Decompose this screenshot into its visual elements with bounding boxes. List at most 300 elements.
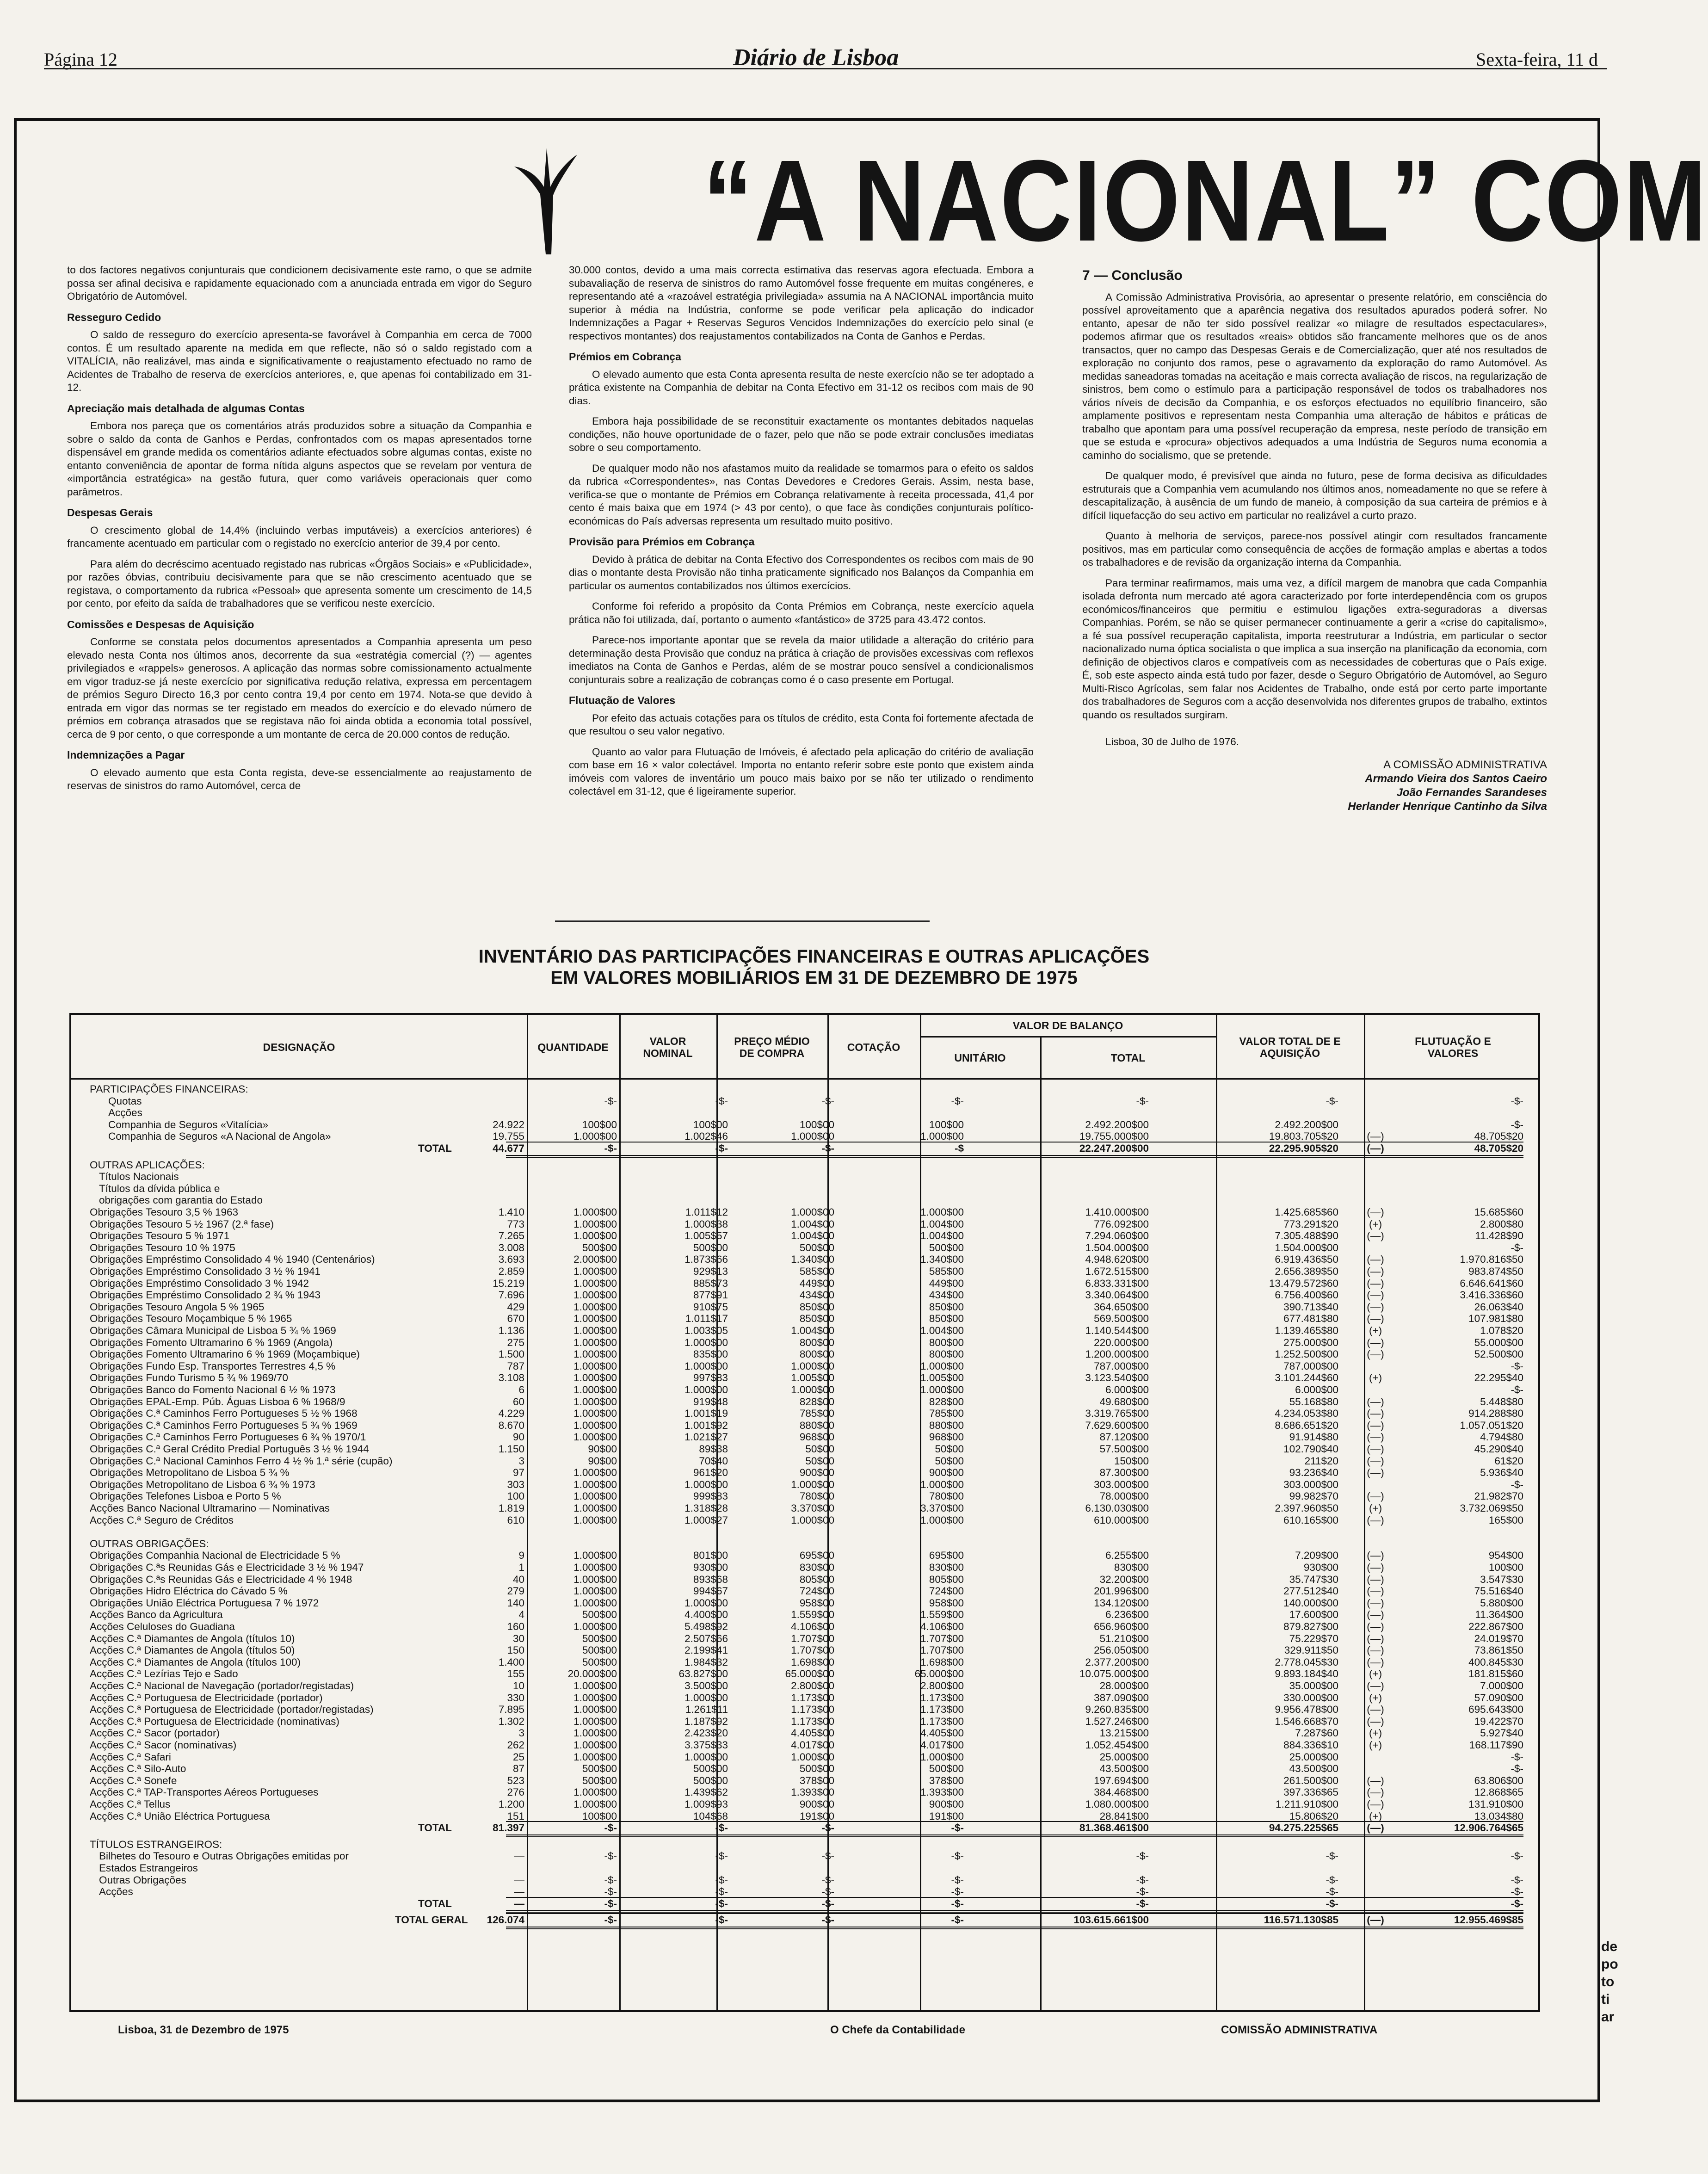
cell-average-price: 1.005$57 [684,1230,728,1242]
row-designation: Acções C.ª Portuguesa de Electricidade (nominativas) [90,1715,339,1727]
cell-average-price: 1.984$32 [684,1656,728,1668]
cell-average-price: 1.873$66 [684,1254,728,1266]
paragraph: O crescimento global de 14,4% (incluindo verbas imputáveis) a exercícios anteriores) é francamente acentuado em particular com o registado no exercício anterior de 39,4 por cento. [67,524,532,549]
row-designation: Títulos Nacionais [99,1171,179,1183]
cell-total-value: 303.000$00 [1094,1478,1149,1490]
cell-quotation: 191$00 [799,1810,834,1822]
cell-quantity: 6 [518,1384,524,1396]
cell-unit-value: -$- [951,1914,964,1926]
cell-acquisition-value: 6.000$00 [1295,1384,1338,1396]
cell-quantity: 97 [512,1467,524,1479]
cell-acquisition-value: 1.504.000$00 [1275,1241,1338,1254]
cell-total-value: 87.300$00 [1099,1467,1149,1479]
cell-total-value: 776.092$00 [1094,1218,1149,1230]
cell-quantity: 1.400 [498,1656,524,1668]
cell-variation-value: 5.448$80 [1480,1396,1523,1408]
cell-acquisition-value: 390.713$40 [1283,1301,1338,1313]
table-row [71,1704,1538,1716]
cell-variation-sign: (—) [1367,1680,1384,1692]
signature-label: A COMISSÃO ADMINISTRATIVA [1383,758,1547,771]
cell-variation-sign: (+) [1369,1739,1382,1751]
table-row [71,1633,1538,1645]
table-row [71,1621,1538,1633]
table-row [71,1514,1538,1526]
cell-nominal-value: 1.000$00 [573,1325,617,1336]
row-designation: Acções C.ª Silo-Auto [90,1763,186,1775]
table-section-row [71,1159,1538,1171]
cell-unit-value: 968$00 [929,1431,964,1443]
signature-name-2: João Fernandes Sarandeses [1396,786,1547,799]
article-column-1 [67,264,532,907]
cell-nominal-value: 1.000$00 [573,1478,617,1490]
header-cotacao: COTAÇÃO [847,1041,900,1053]
subtotal-rule [506,1910,1523,1911]
row-designation: Obrigações Empréstimo Consolidado 3 ½ % 1941 [90,1266,321,1277]
cell-quantity: 1.200 [498,1798,524,1810]
cell-quantity: 126.074 [487,1914,524,1926]
cell-total-value: 25.000$00 [1099,1751,1149,1763]
row-designation: Obrigações Tesouro Moçambique 5 % 1965 [90,1313,292,1325]
cell-variation-value: -$- [1511,1478,1523,1490]
cell-acquisition-value: 1.211.910$00 [1276,1798,1338,1810]
cell-average-price: 885$73 [693,1277,728,1289]
cell-total-value: 57.500$00 [1099,1443,1149,1455]
cell-quotation: -$- [821,1914,834,1926]
cell-average-price: 3.500$00 [684,1680,728,1692]
cell-variation-sign: (—) [1367,1715,1384,1727]
cell-acquisition-value: 787.000$00 [1283,1360,1338,1372]
cell-acquisition-value: 773.291$20 [1283,1218,1338,1230]
cell-acquisition-value: 261.500$00 [1283,1774,1338,1786]
cell-nominal-value: 20.000$00 [567,1668,617,1680]
cell-total-value: 19.755.000$00 [1079,1130,1149,1143]
cell-variation-value: 3.416.336$60 [1460,1289,1523,1301]
row-designation: Obrigações Fomento Ultramarino 6 % 1969 (Angola) [90,1336,333,1348]
row-designation: Acções C.ª Diamantes de Angola (títulos 50) [90,1644,295,1656]
cell-average-price: 893$68 [693,1573,728,1585]
cell-quantity: 151 [507,1810,524,1822]
cell-quotation: 1.000$00 [791,1384,834,1396]
section-heading: Apreciação mais detalhada de algumas Contas [67,402,305,414]
cell-quotation: 958$00 [799,1597,834,1609]
cell-unit-value: 780$00 [929,1490,964,1502]
cell-unit-value: -$- [951,1874,964,1886]
cell-variation-value: 222.867$00 [1468,1621,1523,1632]
cell-total-value: -$- [1136,1874,1149,1886]
cell-quotation: 1.004$00 [791,1218,834,1230]
table-row [71,1218,1538,1230]
cell-acquisition-value: 2.778.045$30 [1275,1656,1338,1668]
cell-variation-value: 48.705$20 [1474,1130,1523,1143]
cell-variation-value: -$- [1511,1118,1523,1130]
table-row [71,1431,1538,1443]
cell-variation-sign: (—) [1367,1254,1384,1266]
row-designation: OUTRAS APLICAÇÕES: [90,1159,205,1171]
table-row [71,1194,1538,1206]
cell-acquisition-value: 930$00 [1303,1562,1338,1573]
cell-quotation: -$- [821,1874,834,1886]
cell-acquisition-value: 35.000$00 [1289,1680,1338,1692]
table-row [71,1562,1538,1574]
cell-acquisition-value: 91.914$80 [1289,1431,1338,1443]
cell-average-price: -$- [715,1914,728,1926]
cell-quotation: 4.017$00 [791,1739,834,1751]
table-row [71,1479,1538,1491]
cell-variation-value: 131.910$00 [1468,1798,1523,1810]
table-row [71,1739,1538,1751]
cell-nominal-value: 1.000$00 [573,1680,617,1692]
cell-unit-value: 850$00 [929,1313,964,1325]
cell-unit-value: 1.004$00 [920,1230,964,1242]
cell-acquisition-value: 94.275.225$65 [1269,1822,1338,1834]
cell-average-price: -$- [715,1095,728,1107]
paragraph: 30.000 contos, devido a uma mais correcta estimativa das reservas agora efectuada. Embora a subavaliação de reserva de sinistros do ramo Automóvel fosse frequente em muitas congéneres, e representando até a «razoável estratégia privilegiada» assumia na A NACIONAL importância muito superior à média na Indústria, conforme se pode verificar pela aplicação do indicador Indemnizações a Pagar + Reservas Seguros Vencidos Indemnizações do exercício pelo sinal (e respectivos montantes) dos reajustamentos contabilizados na Conta de Ganhos e Perdas. [569,264,1034,342]
cell-quotation: 800$00 [799,1348,834,1360]
cell-total-value: 387.090$00 [1094,1692,1149,1704]
footer-date: Lisboa, 31 de Dezembro de 1975 [118,2024,289,2036]
cell-total-value: 1.410.000$00 [1085,1206,1149,1218]
cell-average-price: 997$83 [693,1372,728,1384]
cell-acquisition-value: 275.000$00 [1283,1336,1338,1348]
cell-variation-value: 24.019$70 [1474,1632,1523,1644]
row-designation: Acções C.ª Sacor (nominativas) [90,1739,237,1751]
cell-quantity: 429 [507,1301,524,1313]
paragraph: De qualquer modo não nos afastamos muito da realidade se tomarmos para o efeito os saldos da rubrica «Correspondentes», nas Contas Devedores e Credores Gerais. Assim, nesta base, verifica-se que o montante de Prémios em Cobrança relativamente à receita processada, 41,4 por cento é mais baixa que em 1974 (> 43 por cento), o que face às condições conjunturais político-económicas do País adversas representa um resultado muito positivo. [569,462,1034,527]
cell-average-price: 1.000$27 [684,1514,728,1526]
row-designation: Acções C.ª Lezírias Tejo e Sado [90,1668,238,1680]
signature-name-3: Herlander Henrique Cantinho da Silva [1348,800,1547,813]
row-designation: Obrigações Fundo Turismo 5 ¾ % 1969/70 [90,1372,288,1384]
cell-quantity: 15.219 [493,1277,524,1289]
issue-date: Sexta-feira, 11 d [1476,49,1598,70]
cell-acquisition-value: 116.571.130$85 [1264,1914,1338,1926]
signature-name-1: Armando Vieira dos Santos Caeiro [1365,772,1547,785]
table-row [71,1786,1538,1798]
paragraph: to dos factores negativos conjunturais que condicionem decisivamente este ramo, o que se admite possa ser afinal decisiva e rapidamente equacionado com a anunciada entrada em vigor do Seguro Obrigatório de Automóvel. [67,264,532,302]
cell-average-price: -$- [715,1850,728,1862]
cell-quotation: 880$00 [799,1419,834,1431]
paragraph: O elevado aumento que esta Conta regista, deve-se essencialmente ao reajustamento de reservas de sinistros do ramo Automóvel, cerca de [67,766,532,791]
cell-variation-sign: (—) [1367,1230,1384,1242]
cell-average-price: -$- [715,1822,728,1834]
cell-total-value: -$- [1136,1850,1149,1862]
cell-quotation: 65.000$00 [785,1668,834,1680]
row-designation: Acções C.ª Seguro de Créditos [90,1514,234,1526]
cell-variation-value: -$- [1511,1360,1523,1372]
cell-average-price: 1.000$00 [684,1336,728,1348]
cell-unit-value: 1.000$00 [920,1478,964,1490]
subtotal-rule [506,1928,1523,1929]
cell-quotation: 3.370$00 [791,1502,834,1514]
cell-acquisition-value: 1.139.465$80 [1275,1325,1338,1336]
cell-quotation: 1.340$00 [791,1254,834,1266]
cell-variation-value: 5.936$40 [1480,1467,1523,1479]
column-3-body [1082,269,1547,749]
cell-variation-value: -$- [1511,1763,1523,1775]
cell-quotation: 1.005$00 [791,1372,834,1384]
masthead [44,44,1607,72]
cell-unit-value: 1.340$00 [920,1254,964,1266]
cell-quantity: 160 [507,1621,524,1632]
row-designation: Acções [108,1107,142,1119]
paragraph: Para terminar reafirmamos, mais uma vez, a difícil margem de manobra que cada Companhia isolada defronta num mercado até agora caracterizado por forte interdependência com os grupos económicos/financeiros que permitiu e estimulou ligações extra-seguradoras a diversas Companhias. Porém, se não se quiser permanecer continuamente a gerir a «crise do capitalismo», a fé sua possível recuperação capitalista, importa reestruturar a Indústria, em particular o sector nacionalizado numa óptica socialista o que implica a sua inserção na planificação da economia, com definição de objectivos claros e compatíveis com as necessidades de coberturas que o País exige. É, sob este aspecto ainda está tudo por fazer, desde o Seguro Obrigatório de Automóvel, ao Seguro Multi-Risco Agrícolas, sem falar nos Acidentes de Trabalho, onde está por certo parte importante dos trabalhadores de Seguros com a acção desenvolvida nos diferentes grupos de trabalho, extintos quando os resultados surgiram. [1082,577,1547,721]
table-row [71,1301,1538,1313]
cell-total-value: 9.260.835$00 [1085,1704,1149,1716]
table-row [71,1490,1538,1502]
cell-total-value: 150$00 [1114,1455,1149,1467]
cell-acquisition-value: 43.500$00 [1289,1763,1338,1775]
table-row [71,1609,1538,1621]
table-row [71,1467,1538,1479]
row-designation: Acções [99,1886,133,1898]
paragraph: Embora nos pareça que os comentários atrás produzidos sobre a situação da Companhia e sobre o saldo da conta de Ganhos e Perdas, confrontados com os mapas apresentados torne dispensável em grande medida os comentários adiante efectuados sobre algumas contas, existe no entanto conveniência de apontar de forma nítida alguns aspectos que se revelam por ventura de «importância estratégica» na gestão futura, quer como variáveis operacionais quer como parâmetros. [67,420,532,498]
cell-variation-value: 13.034$80 [1474,1810,1523,1822]
table-row [71,1130,1538,1143]
cell-nominal-value: 1.000$00 [573,1550,617,1562]
row-designation: Obrigações Empréstimo Consolidado 3 % 1942 [90,1277,309,1289]
cell-unit-value: 1.004$00 [920,1218,964,1230]
table-row [71,1550,1538,1562]
cell-unit-value: 1.698$00 [920,1656,964,1668]
cell-nominal-value: 500$00 [582,1241,617,1254]
table-row [71,1775,1538,1787]
cell-quantity: 3.693 [498,1254,524,1266]
cell-quantity: 140 [507,1597,524,1609]
cell-total-value: 10.075.000$00 [1079,1668,1149,1680]
cell-nominal-value: 1.000$00 [573,1431,617,1443]
row-designation: Obrigações Câmara Municipal de Lisboa 5 ¾ % 1969 [90,1325,336,1336]
cell-unit-value: 1.173$00 [920,1692,964,1704]
cell-quotation: 1.707$00 [791,1632,834,1644]
cell-nominal-value: 100$00 [582,1810,617,1822]
cell-quotation: 1.000$00 [791,1751,834,1763]
cell-nominal-value: 1.000$00 [573,1348,617,1360]
table-row [71,1107,1538,1119]
cell-total-value: 1.080.000$00 [1085,1798,1149,1810]
cell-total-value: 656.960$00 [1094,1621,1149,1632]
cell-average-price: 910$75 [693,1301,728,1313]
cell-quantity: 1 [518,1562,524,1573]
cell-unit-value: 500$00 [929,1763,964,1775]
cell-nominal-value: -$- [604,1897,617,1909]
cell-variation-sign: (—) [1367,1396,1384,1408]
cell-average-price: 994$67 [693,1585,728,1597]
cell-quantity: 787 [507,1360,524,1372]
cell-acquisition-value: 211$20 [1304,1455,1338,1467]
cell-average-price: 5.498$92 [684,1621,728,1632]
row-designation: Obrigações C.ªs Reunidas Gás e Electricidade 3 ½ % 1947 [90,1562,364,1573]
section-heading: Indemnizações a Pagar [67,749,185,761]
cell-quotation: 1.004$00 [791,1230,834,1242]
header-valor-nominal: VALOR NOMINAL [643,1035,693,1059]
cell-quantity: 773 [507,1218,524,1230]
cell-average-price: 1.261$11 [685,1704,728,1716]
table-row [71,1230,1538,1242]
cell-quantity: 60 [512,1396,524,1408]
cell-unit-value: 958$00 [929,1597,964,1609]
table-row [71,1348,1538,1360]
cell-nominal-value: 1.000$00 [573,1514,617,1526]
cell-average-price: -$- [715,1143,728,1154]
cell-unit-value: 4.017$00 [920,1739,964,1751]
row-designation: Outras Obrigações [99,1874,186,1886]
cell-quantity: 19.755 [493,1130,524,1143]
table-row [71,1692,1538,1704]
cell-unit-value: 830$00 [929,1562,964,1573]
cell-variation-sign: (—) [1367,1348,1384,1360]
subtotal-rule [506,1157,1523,1158]
table-title-line-2: EM VALORES MOBILIÁRIOS EM 31 DE DEZEMBRO DE 1975 [550,968,1078,988]
cell-total-value: 569.500$00 [1094,1313,1149,1325]
cell-acquisition-value: -$- [1326,1886,1338,1898]
company-logo-icon [513,139,578,259]
cell-unit-value: 1.707$00 [920,1632,964,1644]
cell-variation-sign: (—) [1367,1289,1384,1301]
row-designation: Obrigações Fomento Ultramarino 6 % 1969 (Moçambique) [90,1348,360,1360]
cell-quantity: 155 [507,1668,524,1680]
cell-quotation: 585$00 [799,1266,834,1277]
cell-unit-value: 1.000$00 [920,1130,964,1143]
cell-nominal-value: 1.000$00 [573,1336,617,1348]
cell-variation-value: 52.500$00 [1474,1348,1523,1360]
cell-average-price: 89$38 [699,1443,728,1455]
page-number: Página 12 [44,49,117,70]
cell-nominal-value: 1.000$00 [573,1289,617,1301]
cell-nominal-value: 1.000$00 [573,1727,617,1739]
cell-acquisition-value: 140.000$00 [1283,1597,1338,1609]
cell-variation-value: 165$00 [1488,1514,1523,1526]
cell-nominal-value: 1.000$00 [573,1313,617,1325]
table-row [71,1886,1538,1898]
cell-acquisition-value: 6.756.400$60 [1275,1289,1338,1301]
paragraph: A Comissão Administrativa Provisória, ao apresentar o presente relatório, em consciência do possível aproveitamento que a aparência negativa dos resultados apurados poderá sofrer. No entanto, apesar de não ter sido possível realizar «o milagre de resultados espectaculares», podemos afirmar que os resultados «reais» obtidos são francamente melhores que os de anos transactos, quer no campo das Despesas Gerais e de Comercialização, quer até nos resultados de exploração no conjunto dos ramos, pese o agravamento da exploração do ramo Automóvel. As medidas saneadoras tomadas na aceitação e mais correcta avaliação de riscos, na regularização de sinistros, bem como o estímulo para a participação responsável de todos os trabalhadores nos vários níveis de decisão da Companhia, e os esforços efectuados no equilíbrio financeiro, são amplamente positivos e representam nesta Companhia uma alteração de hábitos e práticas de trabalho que apontam para uma possível recuperação da empresa, neste período de transição em que se estuda e «procura» objectivos adequados a uma Indústria de Seguros numa economia a caminho do socialismo, que se pretende. [1082,291,1547,461]
cell-quantity: 276 [507,1786,524,1798]
cell-variation-value: 22.295$40 [1474,1372,1523,1384]
cell-quotation: 50$00 [805,1443,834,1455]
row-designation: Acções C.ª Sonefe [90,1774,177,1786]
paragraph: Parece-nos importante apontar que se revela da maior utilidade a alteração do critério para determinação desta Provisão que conduz na prática à criação de provisões excessivas com reflexos imediatos na Conta de Ganhos e Perdas, além de se mostrar pouco sensível a condicionalismos conjunturais sobre a realização de cobranças como é o caso presente em Portugal. [569,634,1034,686]
cell-quotation: -$- [821,1143,834,1154]
cell-total-value: 28.841$00 [1099,1810,1149,1822]
cell-unit-value: 3.370$00 [920,1502,964,1514]
cell-average-price: 2.423$20 [684,1727,728,1739]
cell-variation-value: 21.982$70 [1474,1490,1523,1502]
cell-acquisition-value: 1.546.668$70 [1275,1715,1338,1727]
cell-nominal-value: -$- [604,1143,617,1154]
cell-variation-value: 3.547$30 [1480,1573,1523,1585]
cell-total-value: 3.123.540$00 [1085,1372,1149,1384]
cell-quantity: — [514,1874,524,1886]
cell-variation-value: 695.643$00 [1468,1704,1523,1716]
cell-acquisition-value: 6.919.436$50 [1275,1254,1338,1266]
cell-unit-value: 500$00 [929,1241,964,1254]
newspaper-title: Diário de Lisboa [733,44,899,71]
cell-quotation: 50$00 [805,1455,834,1467]
cell-quotation: -$- [821,1822,834,1834]
cell-acquisition-value: 75.229$70 [1289,1632,1338,1644]
cell-quotation: 2.800$00 [791,1680,834,1692]
cell-nominal-value: 1.000$00 [573,1467,617,1479]
cell-quantity: 3 [518,1727,524,1739]
cell-variation-sign: (—) [1367,1573,1384,1585]
cell-nominal-value: 90$00 [588,1455,617,1467]
cell-acquisition-value: 35.747$30 [1289,1573,1338,1585]
cell-quotation: -$- [821,1095,834,1107]
cell-nominal-value: 1.000$00 [573,1502,617,1514]
cell-unit-value: 1.173$00 [920,1704,964,1716]
cell-quotation: 1.173$00 [791,1715,834,1727]
table-row [71,1668,1538,1680]
cell-total-value: 1.504.000$00 [1085,1241,1149,1254]
cell-variation-sign: (—) [1367,1786,1384,1798]
paragraph: Por efeito das actuais cotações para os títulos de crédito, esta Conta foi fortemente afectada de que resultou o seu valor negativo. [569,712,1034,737]
cell-nominal-value: 1.000$00 [573,1301,617,1313]
cell-variation-value: 6.646.641$60 [1460,1277,1523,1289]
cell-acquisition-value: 884.336$10 [1283,1739,1338,1751]
paragraph: O elevado aumento que esta Conta apresenta resulta de neste exercício não se ter adoptado a prática existente na Companhia de debitar na Conta Efectivo em 31-12 os recibos com mais de 90 dias. [569,368,1034,407]
cell-quotation: 449$00 [799,1277,834,1289]
row-designation: TÍTULOS ESTRANGEIROS: [90,1838,222,1850]
cell-quotation: -$- [821,1886,834,1898]
cell-nominal-value: 500$00 [582,1644,617,1656]
cell-unit-value: 800$00 [929,1348,964,1360]
cell-total-value: 28.000$00 [1099,1680,1149,1692]
paragraph: Quanto à melhoria de serviços, parece-nos possível atingir com resultados francamente positivos, mas em particular como consequência de acções de formação amplas e abertas a todos os trabalhadores e de revisão da organização interna da Companhia. [1082,530,1547,568]
cell-quantity: 7.265 [498,1230,524,1242]
cell-average-price: 100$00 [693,1118,728,1130]
cell-nominal-value: 1.000$00 [573,1419,617,1431]
table-total-row [71,1822,1538,1834]
cell-quantity: 1.500 [498,1348,524,1360]
cell-total-value: 256.050$00 [1094,1644,1149,1656]
table-title-line-1: INVENTÁRIO DAS PARTICIPAÇÕES FINANCEIRAS E OUTRAS APLICAÇÕES [478,946,1150,967]
cell-total-value: 1.672.515$00 [1085,1266,1149,1277]
cell-total-value: 81.368.461$00 [1079,1822,1149,1834]
cell-variation-value: 7.000$00 [1480,1680,1523,1692]
cell-quantity: 30 [512,1632,524,1644]
table-row [71,1254,1538,1266]
cell-average-price: 104$68 [693,1810,728,1822]
cell-variation-sign: (—) [1367,1621,1384,1632]
cell-variation-value: 1.057.051$20 [1460,1419,1523,1431]
cell-variation-sign: (—) [1367,1301,1384,1313]
cell-quotation: 1.698$00 [791,1656,834,1668]
table-row [71,1502,1538,1514]
cell-variation-value: 400.845$30 [1468,1656,1523,1668]
cell-quantity: 7.895 [498,1704,524,1716]
cell-variation-value: 55.000$00 [1474,1336,1523,1348]
cell-quantity: 8.670 [498,1419,524,1431]
cell-quotation: -$- [821,1850,834,1862]
table-row [71,1325,1538,1337]
cell-variation-value: 914.288$80 [1468,1408,1523,1420]
subtotal-rule [506,1834,1523,1835]
paragraph: De qualquer modo, é previsível que ainda no futuro, pese de forma decisiva as dificuldades estruturais que a Companhia vem acumulando nos últimos anos, nomeadamente no que se refere à descapitalização, à ausência de um fundo de maneio, à composição da sua carteira de prémios e à difícil liquefacção do seu activo em particular no realizável a curto prazo. [1082,470,1547,521]
cell-variation-value: 1.078$20 [1480,1325,1523,1336]
article-column-3 [1082,264,1547,907]
cell-acquisition-value: 17.600$00 [1289,1609,1338,1621]
row-designation: Acções C.ª Safari [90,1751,171,1763]
cell-average-price: 1.001$19 [684,1408,728,1420]
cell-variation-value: 15.685$60 [1474,1206,1523,1218]
cell-variation-sign: (—) [1367,1455,1384,1467]
cell-quotation: 785$00 [799,1408,834,1420]
row-designation: Quotas [108,1095,142,1107]
cell-nominal-value: -$- [604,1874,617,1886]
row-designation: Acções C.ª Portuguesa de Electricidade (portador/registadas) [90,1704,374,1716]
cell-nominal-value: -$- [604,1886,617,1898]
row-designation: Obrigações Companhia Nacional de Electricidade 5 % [90,1550,340,1562]
